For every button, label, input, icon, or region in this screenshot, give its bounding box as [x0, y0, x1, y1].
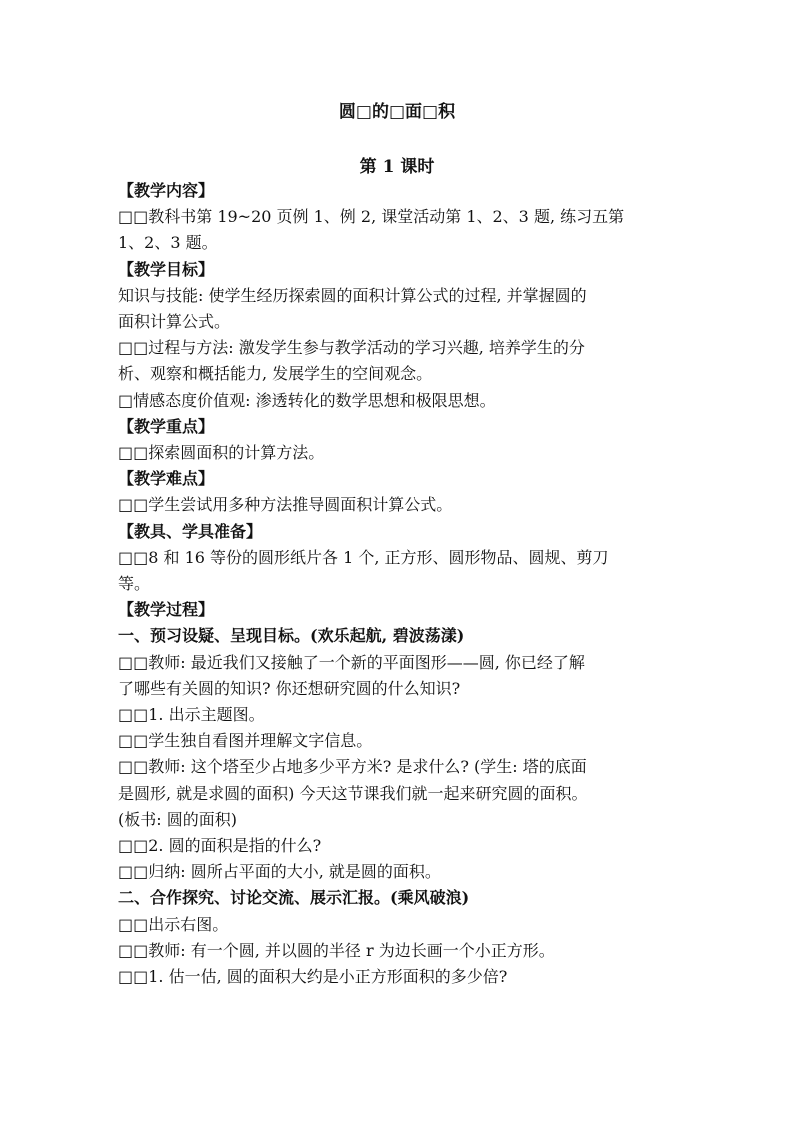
body-line: □□探索圆面积的计算方法。: [118, 443, 325, 463]
body-line: □□归纳: 圆所占平面的大小, 就是圆的面积。: [118, 862, 441, 882]
body-line: (板书: 圆的面积): [118, 809, 237, 829]
body-line: □□过程与方法: 激发学生参与教学活动的学习兴趣, 培养学生的分: [118, 338, 585, 358]
body-line: □□1. 出示主题图。: [118, 705, 265, 725]
body-line: □□2. 圆的面积是指的什么?: [118, 836, 322, 856]
section-heading: 二、合作探究、讨论交流、展示汇报。(乘风破浪): [118, 888, 470, 908]
document-title: 圆□的□面□积: [338, 102, 456, 122]
body-line: 等。: [118, 574, 151, 594]
section-heading: 【教学难点】: [118, 469, 215, 489]
document-subtitle: 第 1 课时: [359, 157, 435, 177]
body-line: 是圆形, 就是求圆的面积) 今天这节课我们就一起来研究圆的面积。: [118, 783, 588, 803]
section-heading: 【教学内容】: [118, 181, 215, 200]
body-line: □□8 和 16 等份的圆形纸片各 1 个, 正方形、圆形物品、圆规、剪刀: [118, 547, 609, 567]
section-heading: 【教具、学具准备】: [118, 521, 263, 541]
body-line: 知识与技能: 使学生经历探索圆的面积计算公式的过程, 并掌握圆的: [118, 285, 587, 305]
section-heading: 【教学过程】: [118, 600, 215, 620]
section-heading: 【教学目标】: [118, 259, 215, 279]
body-line: □□学生尝试用多种方法推导圆面积计算公式。: [118, 495, 453, 515]
body-line: 1、2、3 题。: [118, 233, 218, 253]
body-line: □□教师: 最近我们又接触了一个新的平面图形——圆, 你已经了解: [118, 652, 585, 672]
body-line: □□出示右图。: [118, 914, 229, 934]
body-line: □□教科书第 19~20 页例 1、例 2, 课堂活动第 1、2、3 题, 练习五第: [118, 207, 625, 227]
body-line: □□学生独自看图并理解文字信息。: [118, 731, 373, 751]
body-line: □□教师: 有一个圆, 并以圆的半径 r 为边长画一个小正方形。: [118, 940, 555, 960]
document-body: [118, 178, 678, 990]
section-heading: 一、预习设疑、呈现目标。(欢乐起航, 碧波荡漾): [118, 626, 465, 646]
body-line: 析、观察和概括能力, 发展学生的空间观念。: [118, 364, 433, 384]
body-line: 了哪些有关圆的知识? 你还想研究圆的什么知识?: [118, 678, 461, 698]
section-heading: 【教学重点】: [118, 416, 215, 436]
body-line: □情感态度价值观: 渗透转化的数学思想和极限思想。: [118, 390, 496, 410]
body-line: □□1. 估一估, 圆的面积大约是小正方形面积的多少倍?: [118, 967, 508, 987]
body-line: 面积计算公式。: [118, 312, 231, 332]
body-line: □□教师: 这个塔至少占地多少平方米? 是求什么? (学生: 塔的底面: [118, 757, 587, 777]
